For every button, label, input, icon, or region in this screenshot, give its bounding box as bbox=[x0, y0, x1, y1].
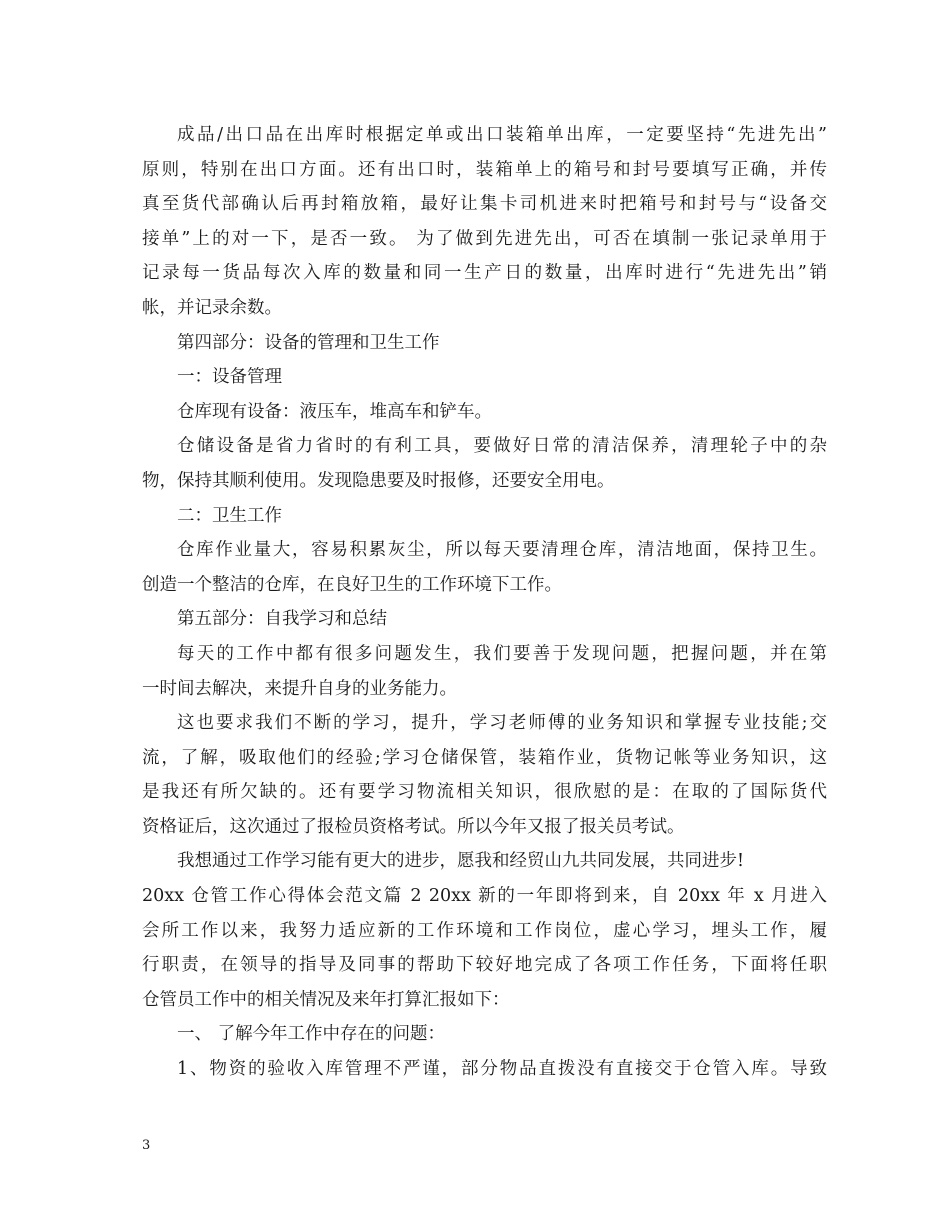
text-line: 原则，特别在出口方面。还有出口时，装箱单上的箱号和封号要填写正确，并传 bbox=[142, 159, 827, 180]
text-line: 我想通过工作学习能有更大的进步，愿我和经贸山九共同发展，共同进步! bbox=[177, 851, 745, 872]
section-heading: 第四部分：设备的管理和卫生工作 bbox=[177, 332, 440, 353]
subsection-heading: 二：卫生工作 bbox=[177, 505, 282, 526]
text-line: 每天的工作中都有很多问题发生，我们要善于发现问题，把握问题，并在第 bbox=[177, 643, 827, 664]
text-line: 流，了解，吸取他们的经验;学习仓储保管，装箱作业，货物记帐等业务知识，这 bbox=[142, 747, 827, 768]
text-line: 一时间去解决，来提升自身的业务能力。 bbox=[142, 678, 457, 699]
text-line: 行职责，在领导的指导及同事的帮助下较好地完成了各项工作任务，下面将任职 bbox=[142, 955, 827, 976]
text-line: 接单”上的对一下，是否一致。 为了做到先进先出，可否在填制一张记录单用于 bbox=[142, 228, 827, 249]
text-line: 会所工作以来，我努力适应新的工作环境和工作岗位，虚心学习，埋头工作，履 bbox=[142, 920, 827, 941]
text-line: 物，保持其顺利使用。发现隐患要及时报修，还要安全用电。 bbox=[142, 470, 615, 491]
text-line: 仓库作业量大，容易积累灰尘，所以每天要清理仓库，清洁地面，保持卫生。 bbox=[177, 540, 827, 561]
text-line: 1、物资的验收入库管理不严谨，部分物品直拨没有直接交于仓管入库。导致 bbox=[177, 1059, 827, 1080]
text-line: 真至货代部确认后再封箱放箱，最好让集卡司机进来时把箱号和封号与“设备交 bbox=[142, 194, 827, 215]
text-line: 20xx 仓管工作心得体会范文篇 2 20xx 新的一年即将到来，自 20xx 年 x 月进入 bbox=[142, 886, 827, 907]
text-line: 资格证后，这次通过了报检员资格考试。所以今年又报了报关员考试。 bbox=[142, 816, 685, 837]
subsection-heading: 一：设备管理 bbox=[177, 367, 282, 388]
text-line: 仓库现有设备：液压车，堆高车和铲车。 bbox=[177, 401, 492, 422]
text-line: 记录每一货品每次入库的数量和同一生产日的数量，出库时进行“先进先出”销 bbox=[142, 263, 827, 284]
text-line: 成品/出口品在出库时根据定单或出口装箱单出库，一定要坚持“先进先出” bbox=[177, 125, 827, 145]
document-body bbox=[142, 118, 827, 1087]
section-heading: 第五部分：自我学习和总结 bbox=[177, 609, 387, 630]
text-line: 仓管员工作中的相关情况及来年打算汇报如下： bbox=[142, 989, 510, 1010]
text-line: 是我还有所欠缺的。还有要学习物流相关知识，很欣慰的是：在取的了国际货代 bbox=[142, 782, 827, 803]
text-line: 仓储设备是省力省时的有利工具，要做好日常的清洁保养，清理轮子中的杂 bbox=[177, 436, 827, 457]
text-line: 这也要求我们不断的学习，提升，学习老师傅的业务知识和掌握专业技能;交 bbox=[177, 713, 827, 734]
page-number: 3 bbox=[142, 1138, 151, 1153]
text-line: 创造一个整洁的仓库，在良好卫生的工作环境下工作。 bbox=[142, 574, 562, 595]
text-line: 帐，并记录余数。 bbox=[142, 297, 282, 318]
list-heading: 一、 了解今年工作中存在的问题： bbox=[177, 1024, 446, 1045]
